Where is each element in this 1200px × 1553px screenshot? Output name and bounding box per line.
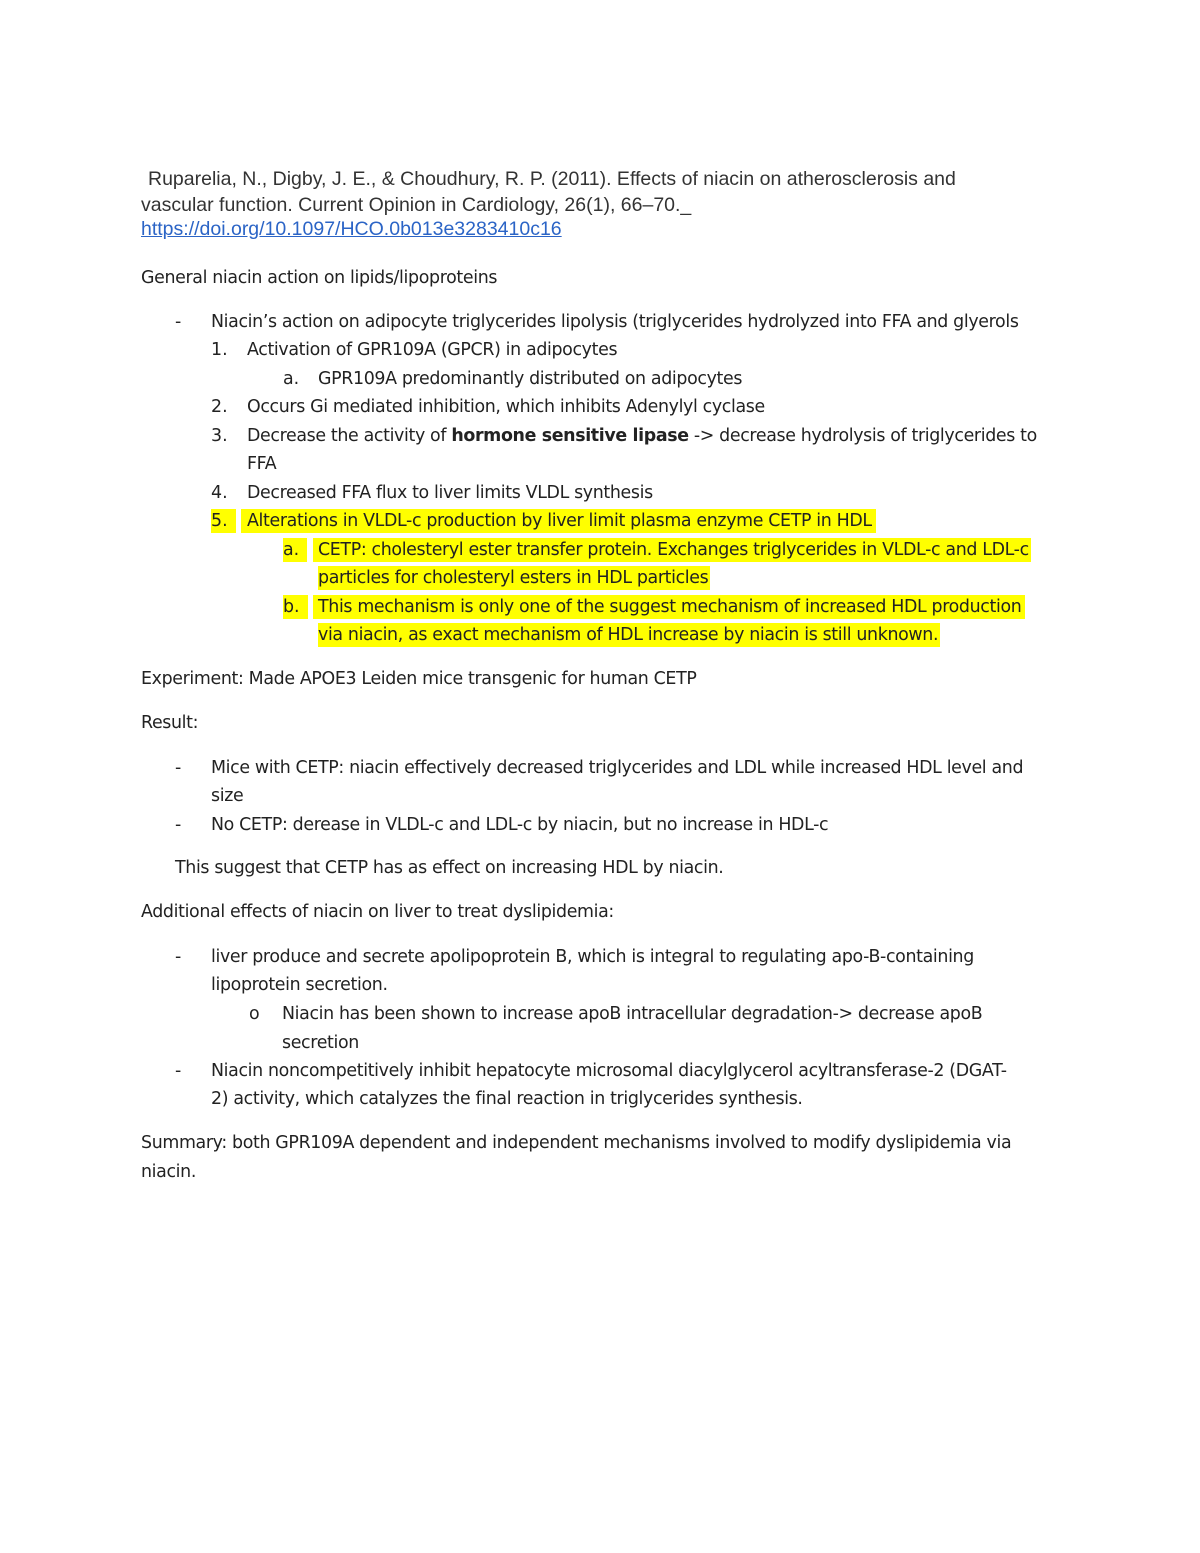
step-number: 2. [211,397,228,417]
bullet-niacin-action: Niacin’s action on adipocyte triglycerides lipolysis (triglycerides hydrolyzed into FFA and glyerols [211,312,1019,332]
step-text-highlighted: Alterations in VLDL-c production by liver limit plasma enzyme CETP in HDL [241,509,876,533]
substep-text-highlighted: CETP: cholesteryl ester transfer protein. Exchanges triglycerides in VLDL-c and LDL-c [313,538,1031,562]
doi-link[interactable]: https://doi.org/10.1097/HCO.0b013e3283410c16 [141,218,562,240]
step-text-part: Decrease the activity of [247,426,452,446]
result-label: Result: [141,713,199,733]
result-bullet-text: size [211,786,244,806]
substep-text-highlighted: This mechanism is only one of the suggest mechanism of increased HDL production [313,595,1025,619]
citation-line-2: vascular function. Current Opinion in Cardiology, 26(1), 66–70._ [141,194,692,216]
step-number: 1. [211,340,228,360]
step-text [247,424,1037,448]
step-number-highlighted: 5. [211,509,236,533]
step-text-continuation: FFA [247,454,277,474]
step-number: 3. [211,426,228,446]
section-heading-additional: Additional effects of niacin on liver to treat dyslipidemia: [141,902,614,922]
sub-bullet-text: Niacin has been shown to increase apoB intracellular degradation-> decrease apoB [282,1004,983,1024]
substep-letter-highlighted: b. [283,595,308,619]
step-number: 4. [211,483,228,503]
sub-bullet-marker: o [249,1004,260,1024]
result-conclusion: This suggest that CETP has as effect on increasing HDL by niacin. [175,858,724,878]
experiment-line [141,667,696,691]
step-text-part: -> decrease hydrolysis of triglycerides to [688,426,1037,446]
sub-bullet-text: secretion [282,1033,359,1053]
hormone-sensitive-lipase-term: hormone sensitive lipase [451,426,689,446]
result-bullet-text: Mice with CETP: niacin effectively decreased triglycerides and LDL while increased HDL level and [211,758,1024,778]
step-text: Decreased FFA flux to liver limits VLDL synthesis [247,483,653,503]
substep-text: GPR109A predominantly distributed on adipocytes [318,369,743,389]
experiment-label: Experiment: [141,669,244,689]
additional-bullet-text: 2) activity, which catalyzes the final reaction in triglycerides synthesis. [211,1089,803,1109]
substep-text-highlighted: particles for cholesteryl esters in HDL particles [318,568,709,588]
section-heading-general: General niacin action on lipids/lipoproteins [141,268,498,288]
bullet-marker: - [175,947,182,967]
bullet-marker: - [175,1061,182,1081]
substep-letter-highlighted: a. [283,538,307,562]
bullet-marker: - [175,312,182,332]
step-text: Occurs Gi mediated inhibition, which inhibits Adenylyl cyclase [247,397,765,417]
result-bullet-text: No CETP: derease in VLDL-c and LDL-c by niacin, but no increase in HDL-c [211,815,829,835]
citation-line-1: Ruparelia, N., Digby, J. E., & Choudhury, R. P. (2011). Effects of niacin on atherosclerosis and [148,168,956,190]
step-text: Activation of GPR109A (GPCR) in adipocytes [247,340,618,360]
additional-bullet-text: Niacin noncompetitively inhibit hepatocyte microsomal diacylglycerol acyltransferase-2 (DGAT- [211,1061,1007,1081]
experiment-text: Made APOE3 Leiden mice transgenic for human CETP [243,669,697,689]
additional-bullet-text: lipoprotein secretion. [211,975,388,995]
substep-text-highlighted: via niacin, as exact mechanism of HDL increase by niacin is still unknown. [318,625,939,645]
summary-line-1: Summary: both GPR109A dependent and independent mechanisms involved to modify dyslipidemia via [141,1133,1012,1153]
summary-line-2: niacin. [141,1162,197,1182]
bullet-marker: - [175,758,182,778]
bullet-marker: - [175,815,182,835]
substep-letter: a. [283,369,300,389]
additional-bullet-text: liver produce and secrete apolipoprotein B, which is integral to regulating apo-B-containing [211,947,974,967]
